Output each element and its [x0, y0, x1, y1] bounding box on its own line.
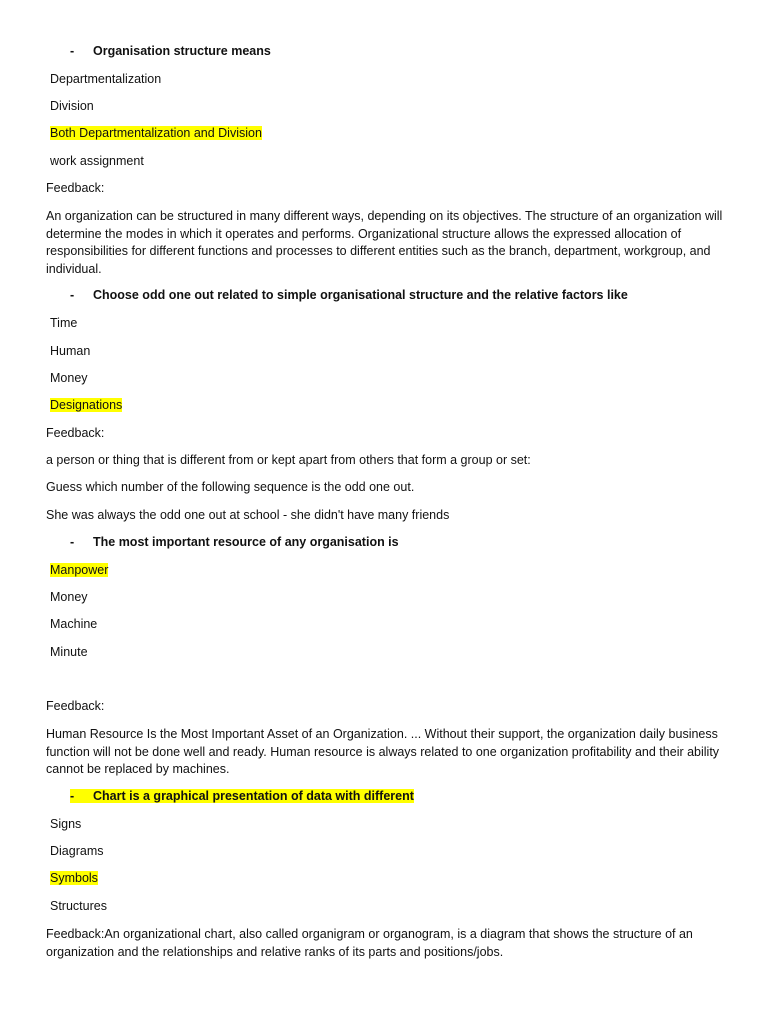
question-1-dash: - — [70, 44, 75, 58]
q2-option-2: Human — [50, 344, 91, 358]
q1-option-2: Division — [50, 99, 94, 113]
q1-feedback-text: An organization can be structured in many different ways, depending on its objectives. The structure of an organization will determine the modes in which it operates and performs. Organizational structure allows the expressed allocation of responsibilities for different functions and processes to different entities such as the branch, department, workgroup, and individual. — [46, 209, 723, 276]
q1-option-1: Departmentalization — [50, 72, 162, 86]
question-3-dash: - — [70, 535, 75, 549]
q4-feedback-text: Feedback:An organizational chart, also called organigram or organogram, is a diagram that shows the structure of an organization and the relationships and relative ranks of its parts and positions/jobs. — [46, 927, 693, 959]
q3-feedback-label: Feedback: — [46, 699, 105, 713]
question-4-highlight — [70, 789, 414, 803]
q2-option-3: Money — [50, 371, 88, 385]
q3-feedback-text: Human Resource Is the Most Important Asset of an Organization. ... Without their support, the organization daily business function will not be done well and ready. Human resource is always related to one organization profitability and their ability cannot be replaced by machines. — [46, 727, 720, 776]
q3-option-2: Money — [50, 590, 88, 604]
q2-option-1: Time — [50, 316, 78, 330]
question-4-text: Chart is a graphical presentation of data with different — [93, 789, 414, 803]
q4-option-3-highlighted: Symbols — [50, 871, 98, 885]
question-3 — [70, 535, 399, 549]
q4-option-2: Diagrams — [50, 844, 104, 858]
question-1-text: Organisation structure means — [93, 44, 271, 58]
question-4-dash: - — [70, 789, 75, 803]
q2-feedback-label: Feedback: — [46, 426, 105, 440]
question-2-dash: - — [70, 288, 75, 302]
q4-option-4: Structures — [50, 899, 107, 913]
q1-option-3-highlighted: Both Departmentalization and Division — [50, 126, 262, 140]
question-3-text: The most important resource of any organisation is — [93, 535, 399, 549]
q2-feedback-line-3: She was always the odd one out at school - she didn't have many friends — [46, 508, 450, 522]
q2-feedback-line-2: Guess which number of the following sequence is the odd one out. — [46, 480, 415, 494]
q4-option-1: Signs — [50, 817, 82, 831]
q1-option-4: work assignment — [50, 154, 144, 168]
q3-option-1-highlighted: Manpower — [50, 563, 109, 577]
q2-feedback-line-1: a person or thing that is different from or kept apart from others that form a group or set: — [46, 453, 531, 467]
q3-option-3: Machine — [50, 617, 98, 631]
q3-option-4: Minute — [50, 645, 88, 659]
question-2-text: Choose odd one out related to simple organisational structure and the relative factors like — [93, 288, 628, 302]
question-2 — [70, 288, 628, 302]
question-4 — [70, 789, 414, 803]
q2-option-4-highlighted: Designations — [50, 398, 123, 412]
q1-feedback-label: Feedback: — [46, 181, 105, 195]
question-1 — [70, 44, 271, 58]
